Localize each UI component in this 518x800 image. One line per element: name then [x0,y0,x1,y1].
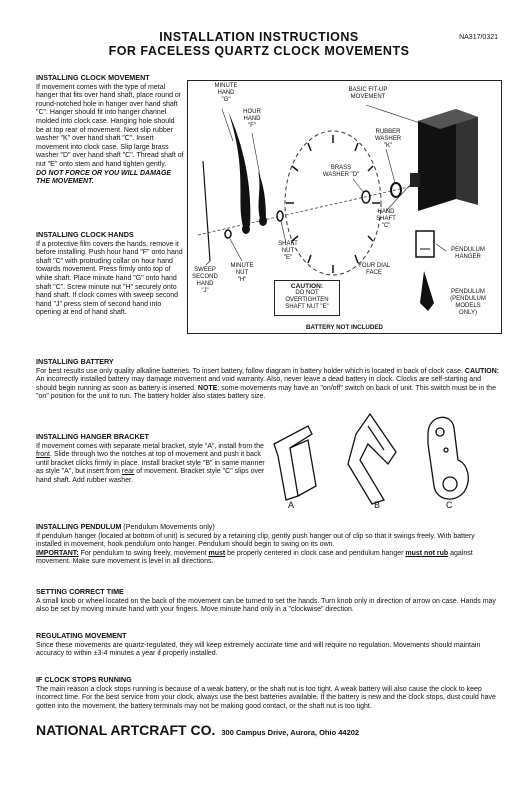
section-body: If pendulum hanger (located at bottom of unit) is secured by a retaining clip, gently push hanger out of clip so that it swings freely. With battery installed in movement, hook pendulum onto hanger. Pendulum should begin to swing on its own. IMPORTANT: For pendulum to swing freely, movement must be properly centered in clock case and pendulum hanger must not rub against movement. Make sure movement is level in all directions. [36,532,475,566]
bracket-label-b: B [374,500,381,510]
document-code: NA317/0321 [459,34,498,41]
section-body: The main reason a clock stops running is because of a weak battery, or the shaft nut is too tight. A weak battery will also cause the clock to keep incorrect time. For the best service from your clock, always use the best batteries available. If the battery is new and the clock stops, dust could have gotten into the movement, the battery terminals may not be making good contact, or the shaft nut is too tight. [36,685,496,710]
label-dial-face: YOUR DIAL FACE [357,263,391,276]
pendulum-hanger-drawing [416,231,434,257]
label-pendulum: PENDULUM (PENDULUM MODELS ONLY) [450,289,486,316]
section-installing-pendulum [36,523,502,567]
section-body: Since these movements are quartz-regulated, they will keep extremely accurate time and will require no regulation. Movements should maintain accuracy to within ±3-4 minutes a year if properly installed. [36,641,481,658]
hour-hand [258,171,266,219]
label-minute-hand: MINUTE HAND "G" [214,83,238,103]
label-sweep-second-hand: SWEEP SECOND HAND "J" [192,267,218,294]
label-hand-shaft: HAND SHAFT "C" [376,209,396,229]
section-heading: INSTALLING BATTERY [36,357,114,366]
page-title [0,30,518,58]
pendulum-drawing [420,271,434,311]
label-brass-washer: BRASS WASHER "D" [322,165,360,178]
bracket-drawings [268,404,503,514]
section-installing-battery [36,358,502,402]
section-body: If a protective film covers the hands, remove it before installing. Push hour hand "F" onto hand shaft "C" with protruding collar on hour hand towards movement. Press firmly onto top of white shaft. Place minute hand "G" onto hand shaft "C". Screw minute nut "H" securely onto hand shaft. If clock comes with sweep second hand "J" press stem of second hand into opening at end of hand shaft. [36,240,183,317]
movement-diagram [187,80,502,334]
minute-nut [225,230,231,238]
movement-box [410,109,478,211]
section-heading: INSTALLING CLOCK MOVEMENT [36,73,150,82]
hanger-bracket-figures [268,404,503,514]
company-name: NATIONAL ARTCRAFT CO. [36,722,216,738]
movement-warning: DO NOT FORCE OR YOU WILL DAMAGE THE MOVEMENT. [36,169,172,186]
bracket-a-drawing [274,426,316,500]
section-heading: INSTALLING HANGER BRACKET [36,432,149,441]
rubber-washer [391,183,401,197]
section-installing-hanger [36,433,266,486]
bracket-c-drawing [428,417,468,499]
section-heading: REGULATING MOVEMENT [36,631,127,640]
section-body: If movement comes with the type of metal hanger that fits over hand shaft, place round or round-notched hole in hanger over hand shaft "C". Hanger should fit into hanger channel molded into clock case. Hanging hole should be at top rear of movement. Next slip rubber washer "K" over hand shaft "C". Insert movement into clock case. Slip large brass washer "D" over hand shaft "C". Thread shaft of nut "E" onto stem and hand tighten gently. [36,83,184,168]
note-label: NOTE [197,384,218,392]
section-heading: IF CLOCK STOPS RUNNING [36,675,132,684]
section-installing-hands [36,231,184,318]
caution-title: CAUTION: [290,283,324,290]
section-body: If movement comes with separate metal bracket, style "A", install from the front. Slide through two the notches at top of movement and push it back until bracket clicks firmly in place. Install bracket style "B" in same manner as style "A", but insert from rear of movement. Bracket style "C" slips over hand shaft. Add rubber washer. [36,442,265,484]
section-heading: INSTALLING PENDULUM (Pendulum Movements only) [36,522,215,531]
shaft-nut [277,211,283,221]
title-line-2: FOR FACELESS QUARTZ CLOCK MOVEMENTS [108,44,410,58]
label-shaft-nut: SHAFT NUT "E" [278,241,298,261]
section-body: A small knob or wheel located on the back of the movement can be turned to set the hands. Turn knob only in direction of arrow on case. Hands may also be set by moving minute hand with your fingers. Move minute hand only in a "clockwise" direction. [36,597,496,614]
section-clock-stops [36,676,502,711]
label-pendulum-hanger: PENDULUM HANGER [451,247,485,260]
label-minute-nut: MINUTE NUT "H" [230,263,254,283]
bracket-label-a: A [288,500,295,510]
label-hour-hand: HOUR HAND "F" [243,109,261,129]
battery-not-included-note: BATTERY NOT INCLUDED [306,324,383,331]
bracket-b-drawing [348,414,396,504]
title-line-1: INSTALLATION INSTRUCTIONS [159,30,359,44]
sweep-second-hand [203,161,210,261]
footer [36,722,359,738]
caution-label: CAUTION: [464,367,500,375]
section-installing-movement [36,74,184,187]
caution-box [274,280,340,316]
bracket-label-c: C [446,500,453,510]
section-setting-time [36,588,502,615]
caution-body: DO NOT OVERTIGHTEN SHAFT NUT "E" [285,290,329,310]
company-address: 300 Campus Drive, Aurora, Ohio 44202 [221,728,360,737]
section-body: For best results use only quality alkaline batteries. To insert battery, follow diagram in battery holder which is located in back of clock case. CAUTION: An incorrectly installed battery may damage movement and void warranty. Also, never leave a dead battery in clock. Clocks are self-starting and should begin running as soon as battery is inserted. NOTE: some movements may have an "on/off" switch on back of unit. This switch must be in the "on" position for the unit to run. The battery holder also states battery size. [36,367,500,401]
important-label: IMPORTANT: [36,549,79,557]
section-heading: SETTING CORRECT TIME [36,587,124,596]
section-regulating [36,632,502,659]
label-rubber-washer: RUBBER WASHER "K" [374,129,402,149]
label-basic-movement: BASIC FIT-UP MOVEMENT [348,87,388,100]
section-heading: INSTALLING CLOCK HANDS [36,230,134,239]
